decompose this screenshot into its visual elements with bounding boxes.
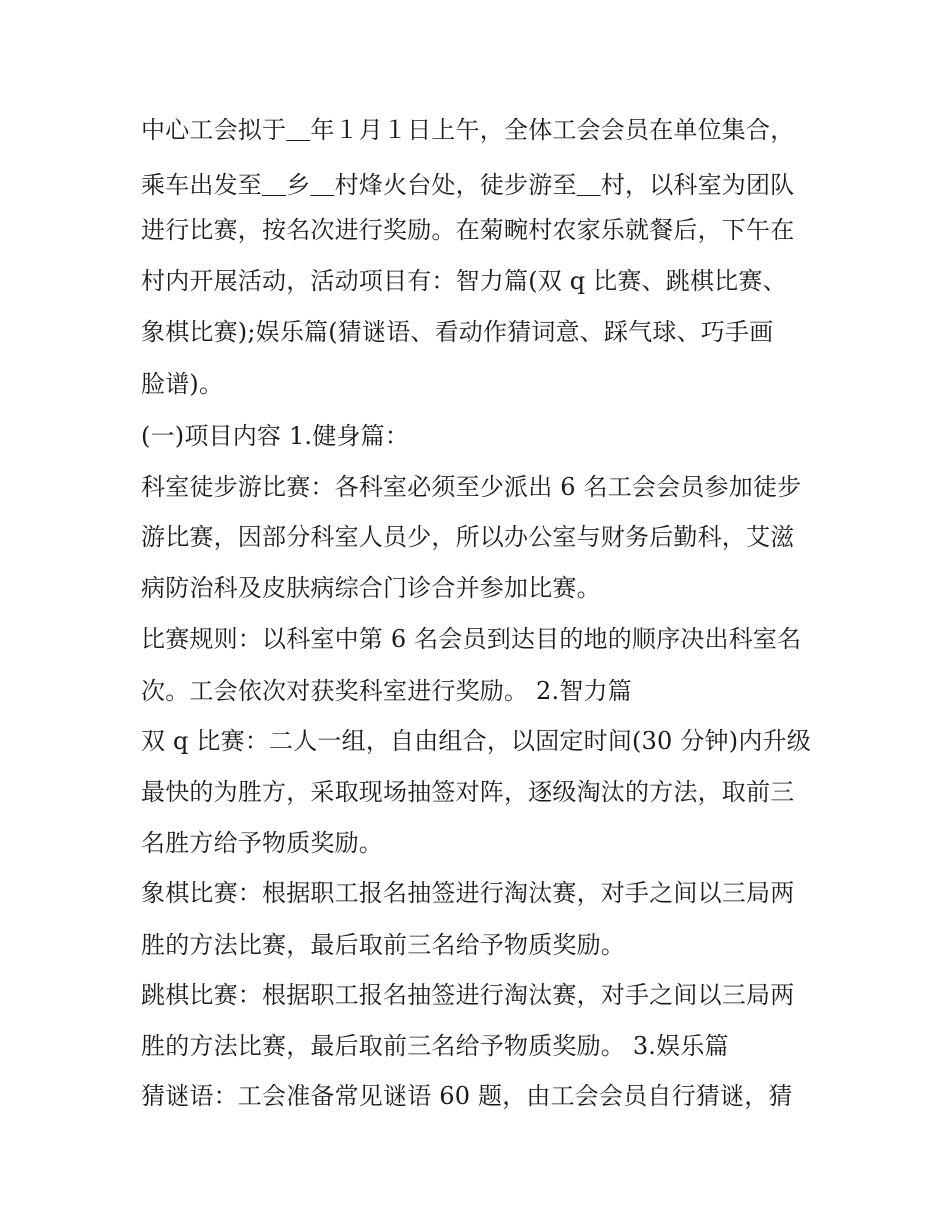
text-line: 中心工会拟于＿年１月１日上午，全体工会会员在单位集合， — [141, 116, 795, 144]
text-line: 科室徒步游比赛：各科室必须至少派出 6 名工会会员参加徒步 — [141, 473, 802, 501]
text-line: 猜谜语：工会准备常见谜语 60 题，由工会会员自行猜谜，猜 — [141, 1082, 793, 1110]
text-line: 病防治科及皮肤病综合门诊合并参加比赛。 — [141, 574, 601, 602]
text-line: 名胜方给予物质奖励。 — [141, 829, 383, 857]
text-line: 跳棋比赛：根据职工报名抽签进行淘汰赛，对手之间以三局两 — [141, 981, 795, 1009]
text-line: (一)项目内容 1.健身篇： — [141, 422, 410, 450]
text-line: 胜的方法比赛，最后取前三名给予物质奖励。 3.娱乐篇 — [141, 1032, 729, 1060]
text-line: 象棋比赛：根据职工报名抽签进行淘汰赛，对手之间以三局两 — [141, 879, 795, 907]
text-line: 胜的方法比赛，最后取前三名给予物质奖励。 — [141, 931, 625, 959]
text-line: 村内开展活动，活动项目有：智力篇(双 q 比赛、跳棋比赛、 — [141, 267, 787, 295]
text-line: 脸谱)。 — [141, 370, 224, 398]
text-line: 双 q 比赛：二人一组，自由组合，以固定时间(30 分钟)内升级 — [141, 727, 811, 755]
text-line: 最快的为胜方，采取现场抽签对阵，逐级淘汰的方法，取前三 — [141, 778, 795, 806]
text-line: 次。工会依次对获奖科室进行奖励。 2.智力篇 — [141, 677, 632, 705]
text-line: 象棋比赛);娱乐篇(猜谜语、看动作猜词意、踩气球、巧手画 — [141, 318, 774, 346]
text-line: 进行比赛，按名次进行奖励。在菊畹村农家乐就餐后，下午在 — [141, 216, 795, 244]
text-line: 比赛规则：以科室中第 6 名会员到达目的地的顺序决出科室名 — [141, 625, 802, 653]
text-line: 乘车出发至＿乡＿村烽火台处，徒步游至＿村，以科室为团队 — [141, 171, 795, 199]
text-line: 游比赛，因部分科室人员少，所以办公室与财务后勤科，艾滋 — [141, 523, 795, 551]
